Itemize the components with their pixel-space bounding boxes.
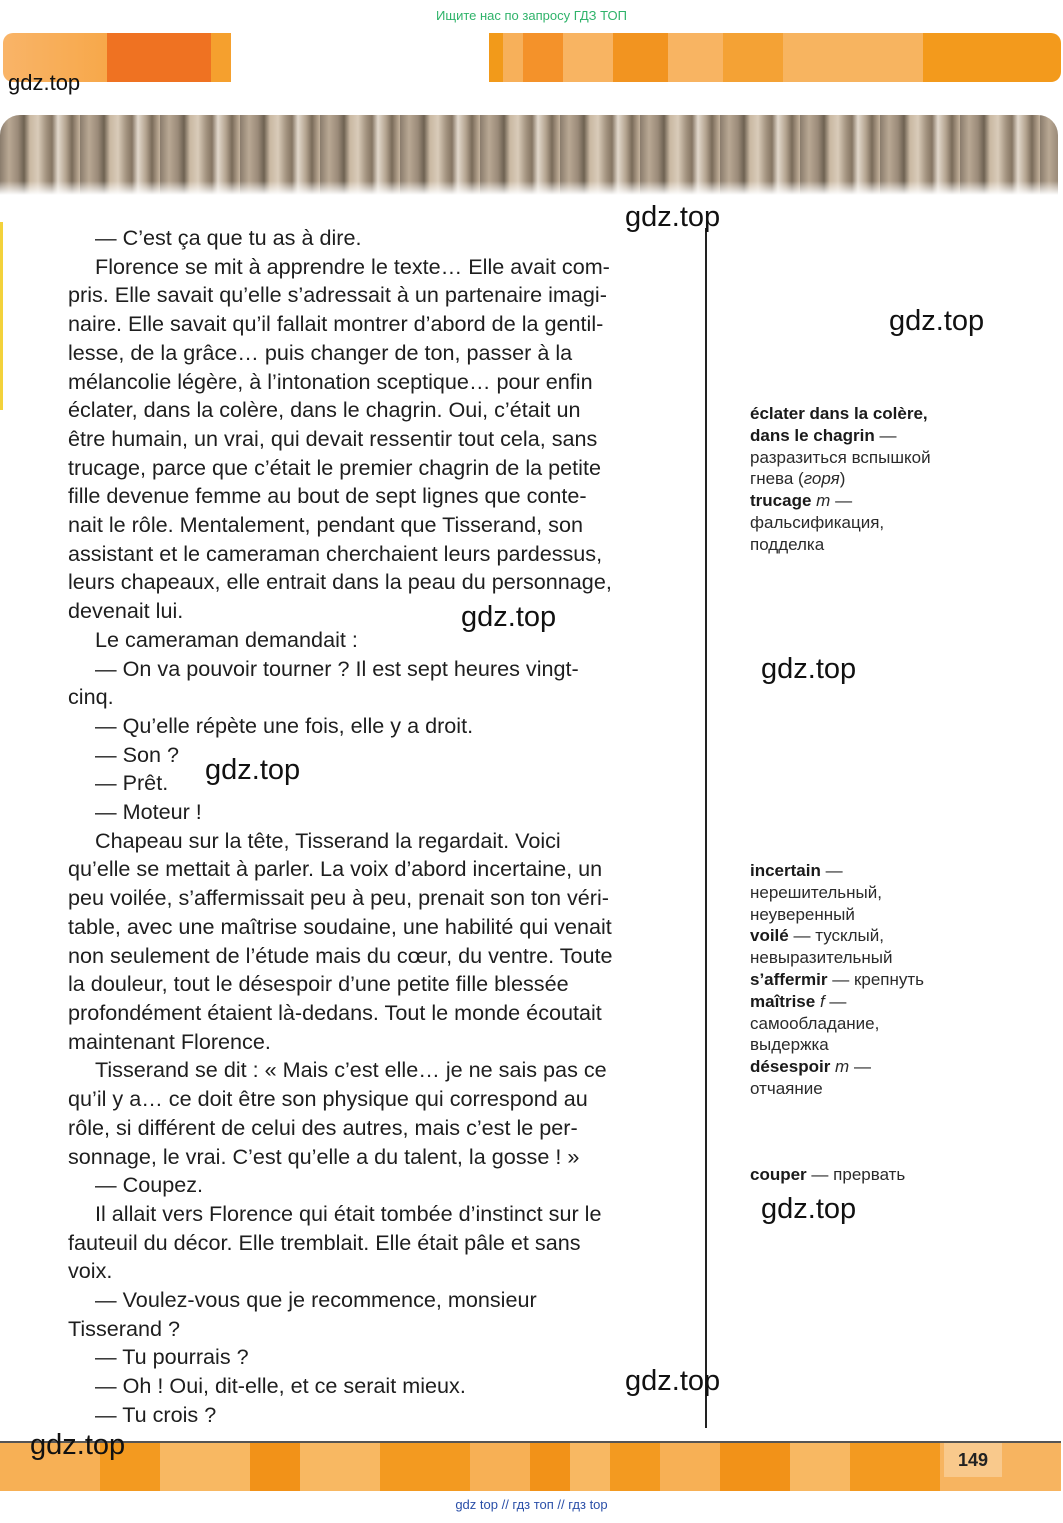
text-line: lesse, de la grâce… puis changer de ton, passer à la — [68, 339, 573, 365]
text-line: maintenant Florence. — [68, 1028, 271, 1054]
gloss-term: maîtrise — [750, 991, 816, 1011]
text-line: table, avec une maîtrise soudaine, une habilité qui venait — [68, 913, 612, 939]
text-line: rôle, si différent de celui des autres, mais c’est le per- — [68, 1114, 578, 1140]
text-line: leurs chapeaux, elle entrait dans la peau du personnage, — [68, 569, 612, 595]
gloss-term: trucage — [750, 491, 812, 511]
text-line: Florence se mit à apprendre le texte… Elle avait com- — [95, 253, 610, 279]
gloss-dash: — — [879, 425, 897, 445]
text-line: voix. — [68, 1258, 113, 1284]
gloss-dash: — — [835, 491, 853, 511]
gloss-dash: — — [825, 861, 843, 880]
gloss-definition: тусклый, — [815, 926, 884, 946]
gloss-dash: — — [811, 1165, 829, 1184]
text-line: — Coupez. — [95, 1172, 204, 1198]
text-line: fille devenue femme au bout de sept lignes que conte- — [68, 483, 587, 509]
gloss-definition: нерешительный, — [750, 882, 882, 902]
bookshelf-illustration — [0, 115, 1058, 195]
gloss-definition: разразиться вспышкой — [750, 447, 931, 467]
text-line: mélancolie légère, à l’intonation sceptique… pour enfin — [68, 368, 593, 394]
gloss-gender: m — [816, 491, 831, 511]
text-line: devenait lui. — [68, 598, 184, 624]
text-line: assistant et le cameraman cherchaient leurs pardessus, — [68, 540, 603, 566]
watermark: gdz.top — [625, 1365, 721, 1397]
main-text — [68, 224, 698, 1430]
gloss-dash: — — [853, 1057, 871, 1077]
watermark: gdz.top — [205, 754, 301, 786]
text-line: fauteuil du décor. Elle tremblait. Elle était pâle et sans — [68, 1229, 581, 1255]
text-line: profondément étaient là-dedans. Tout le monde écoutait — [68, 999, 602, 1025]
text-line: nait le rôle. Mentalement, pendant que Tisserand, son — [68, 512, 583, 538]
watermark: gdz.top — [761, 1193, 857, 1225]
gloss-definition: ) — [839, 469, 846, 489]
gloss-dash: — — [829, 991, 847, 1011]
watermark: gdz.top — [625, 201, 721, 233]
footer-links[interactable]: gdz top // гдз топ // гдз top — [455, 1497, 608, 1512]
gloss-definition: гнева ( — [750, 469, 804, 489]
text-line: Chapeau sur la tête, Tisserand la regardait. Voici — [95, 827, 561, 853]
footer-decor-strip — [0, 1441, 1061, 1491]
watermark: gdz.top — [461, 601, 557, 633]
text-line: pris. Elle savait qu’elle s’adressait à un partenaire imagi- — [68, 282, 607, 308]
gloss-term: voilé — [750, 926, 789, 946]
text-line: qu’il y a… ce doit être son physique qui correspond au — [68, 1086, 588, 1112]
text-line: Tisserand ? — [68, 1315, 181, 1341]
text-line: — Prêt. — [95, 770, 169, 796]
text-line: Le cameraman demandait : — [95, 626, 358, 652]
watermark: gdz.top — [889, 305, 985, 337]
text-line: non seulement de l’étude mais du cœur, du ventre. Toute — [68, 942, 613, 968]
gloss-definition: отчаяние — [750, 1078, 823, 1098]
text-line: sonnage, le vrai. C’est qu’elle a du talent, la gosse ! » — [68, 1143, 580, 1169]
top-banner-link[interactable]: Ищите нас по запросу ГДЗ ТОП — [436, 8, 627, 23]
gloss-definition: выдержка — [750, 1035, 829, 1055]
text-line: — Tu pourrais ? — [95, 1344, 249, 1370]
gloss-term: couper — [750, 1165, 807, 1184]
text-line: — Tu crois ? — [95, 1401, 217, 1427]
glossary-block-1 — [750, 403, 931, 556]
text-line: — Voulez-vous que je recommence, monsieur — [95, 1287, 537, 1313]
gloss-definition: крепнуть — [853, 969, 925, 989]
header-decor-strip — [3, 33, 1061, 82]
gloss-term: s’affermir — [750, 969, 828, 989]
gloss-dash: — — [793, 926, 811, 946]
text-line: naire. Elle savait qu’il fallait montrer d’abord de la gentil- — [68, 311, 604, 337]
gloss-definition: неуверенный — [750, 904, 855, 924]
text-line: qu’elle se mettait à parler. La voix d’abord incertaine, un — [68, 856, 603, 882]
text-line: — Qu’elle répète une fois, elle y a droit. — [95, 712, 474, 738]
text-line: — Oh ! Oui, dit-elle, et ce serait mieux. — [95, 1373, 466, 1399]
gloss-gender: m — [835, 1057, 850, 1077]
page-number: 149 — [957, 1450, 989, 1470]
gloss-definition: невыразительный — [750, 948, 893, 968]
text-line: éclater, dans la colère, dans le chagrin. Oui, c’était un — [68, 397, 581, 423]
text-line: cinq. — [68, 684, 114, 710]
text-line: — C’est ça que tu as à dire. — [95, 225, 362, 250]
text-line: peu voilée, s’affermissait peu à peu, prenait son ton véri- — [68, 885, 609, 911]
header-brand: gdz.top — [8, 70, 81, 95]
gloss-term: dans le chagrin — [750, 425, 875, 445]
text-line: Tisserand se dit : « Mais c’est elle… je ne sais pas ce — [95, 1057, 607, 1083]
gloss-definition: подделка — [750, 534, 825, 554]
gloss-definition-italic: горя — [803, 469, 840, 489]
text-line: Il allait vers Florence qui était tombée d’instinct sur le — [95, 1200, 602, 1226]
glossary-block-3 — [750, 1164, 905, 1186]
text-line: trucage, parce que c’était le premier chagrin de la petite — [68, 454, 601, 480]
text-line: — Moteur ! — [95, 799, 202, 825]
gloss-dash: — — [832, 969, 850, 989]
column-divider — [705, 228, 707, 1428]
watermark: gdz.top — [761, 653, 857, 685]
text-line: — On va pouvoir tourner ? Il est sept heures vingt- — [95, 655, 579, 681]
margin-marker — [0, 222, 3, 410]
text-line: la douleur, tout le désespoir d’une petite fille blessée — [68, 971, 569, 997]
gloss-gender: f — [819, 991, 825, 1011]
gloss-definition: самообладание, — [750, 1013, 880, 1033]
text-line: être humain, un vrai, qui devait ressentir tout cela, sans — [68, 425, 598, 451]
glossary-block-2 — [750, 860, 924, 1100]
gloss-definition: фальсификация, — [750, 512, 885, 532]
gloss-term: désespoir — [750, 1057, 831, 1077]
watermark: gdz.top — [30, 1429, 126, 1461]
text-line: — Son ? — [95, 741, 180, 767]
gloss-term: éclater dans la colère, — [750, 404, 928, 423]
gloss-definition: прервать — [833, 1165, 906, 1184]
gloss-term: incertain — [750, 861, 821, 880]
